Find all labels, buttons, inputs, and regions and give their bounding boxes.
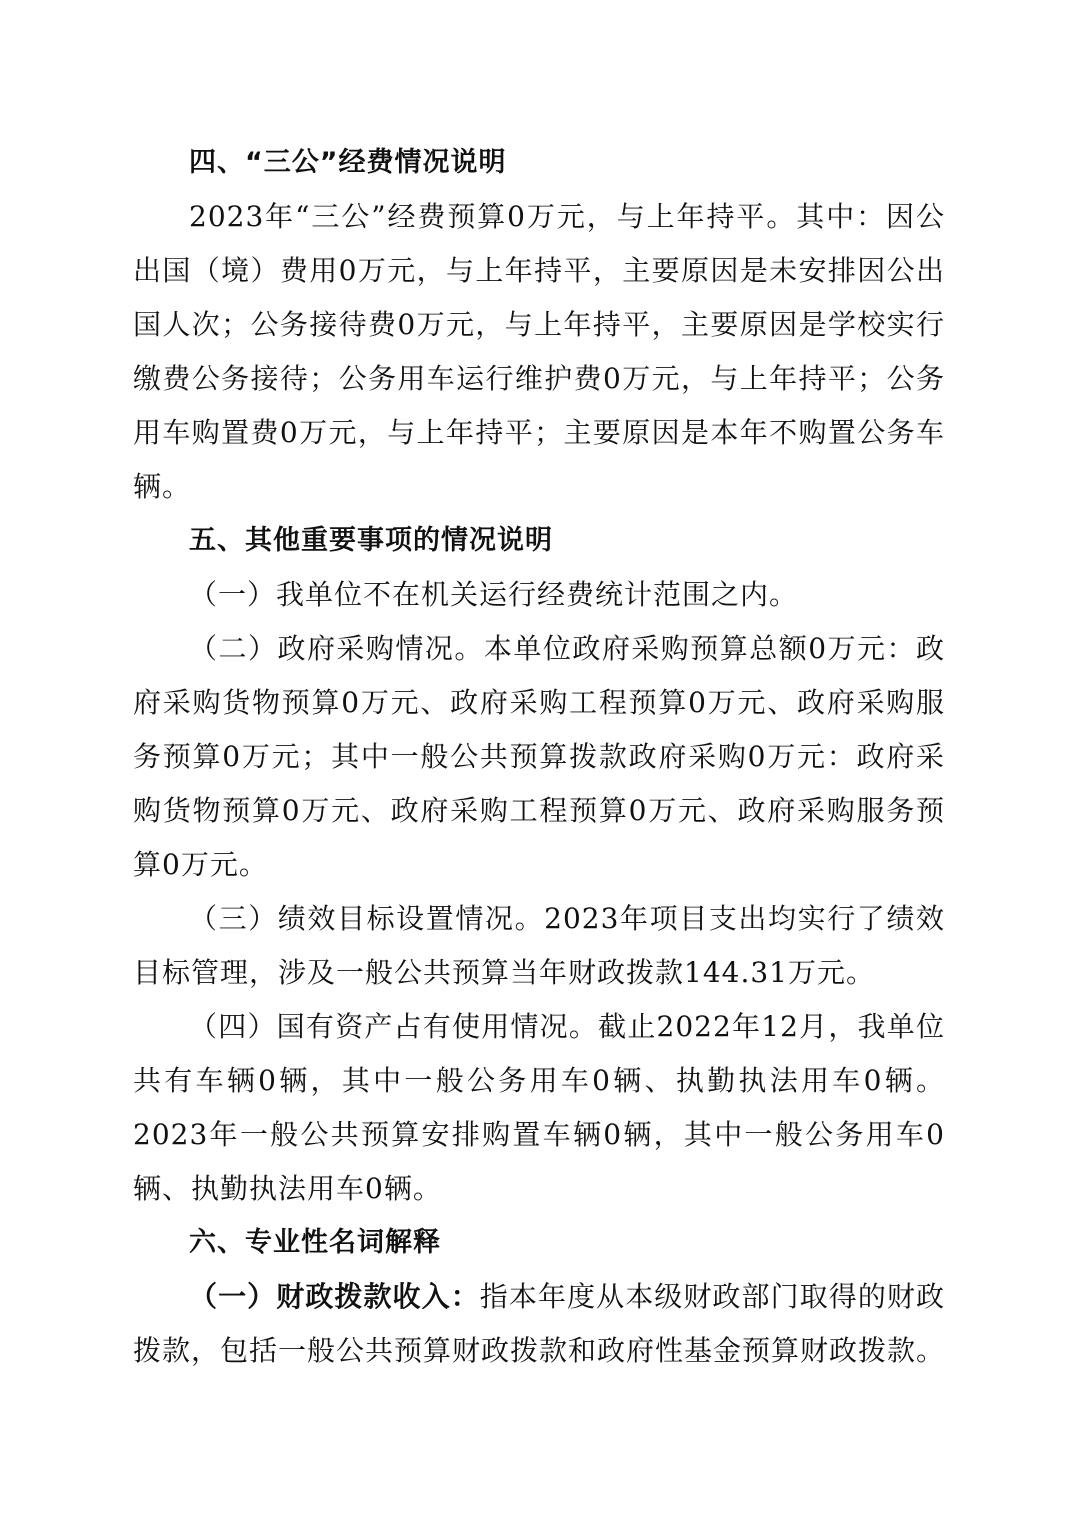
section-heading-other-matters: 五、其他重要事项的情况说明 — [189, 525, 553, 556]
glossary-definition: 指本年度从本级财政部门取得的财政拨款，包括一般公共预算财政拨款和政府性基金预算财政拨款。 — [133, 1280, 946, 1367]
glossary-term: （一）财政拨款收入： — [189, 1280, 480, 1313]
paragraph-operating-funds: （一）我单位不在机关运行经费统计范围之内。 — [189, 578, 799, 611]
paragraph-state-assets: （四）国有资产占有使用情况。截止2022年12月，我单位共有车辆0辆，其中一般公务用车0辆、执勤执法用车0辆。2023年一般公共预算安排购置车辆0辆，其中一般公务用车0辆、执勤执法用车0辆。 — [133, 1010, 945, 1205]
paragraph-performance-targets: （三）绩效目标设置情况。2023年项目支出均实行了绩效目标管理，涉及一般公共预算当年财政拨款144.31万元。 — [133, 902, 945, 989]
paragraph-government-procurement: （二）政府采购情况。本单位政府采购预算总额0万元：政府采购货物预算0万元、政府采购工程预算0万元、政府采购服务预算0万元；其中一般公共预算拨款政府采购0万元：政府采购货物预算0万元、政府采购工程预算0万元、政府采购服务预算0万元。 — [133, 632, 945, 881]
paragraph-three-public-expenses: 2023年“三公”经费预算0万元，与上年持平。其中：因公出国（境）费用0万元，与上年持平，主要原因是未安排因公出国人次；公务接待费0万元，与上年持平，主要原因是学校实行缴费公务接待；公务用车运行维护费0万元，与上年持平；公务用车购置费0万元，与上年持平；主要原因是本年不购置公务车辆。 — [133, 200, 945, 503]
section-heading-three-public-expenses: 四、“三公”经费情况说明 — [189, 147, 507, 178]
paragraph-fiscal-appropriation-definition — [133, 1270, 945, 1378]
section-heading-glossary: 六、专业性名词解释 — [189, 1227, 441, 1258]
document-body — [133, 136, 945, 1378]
